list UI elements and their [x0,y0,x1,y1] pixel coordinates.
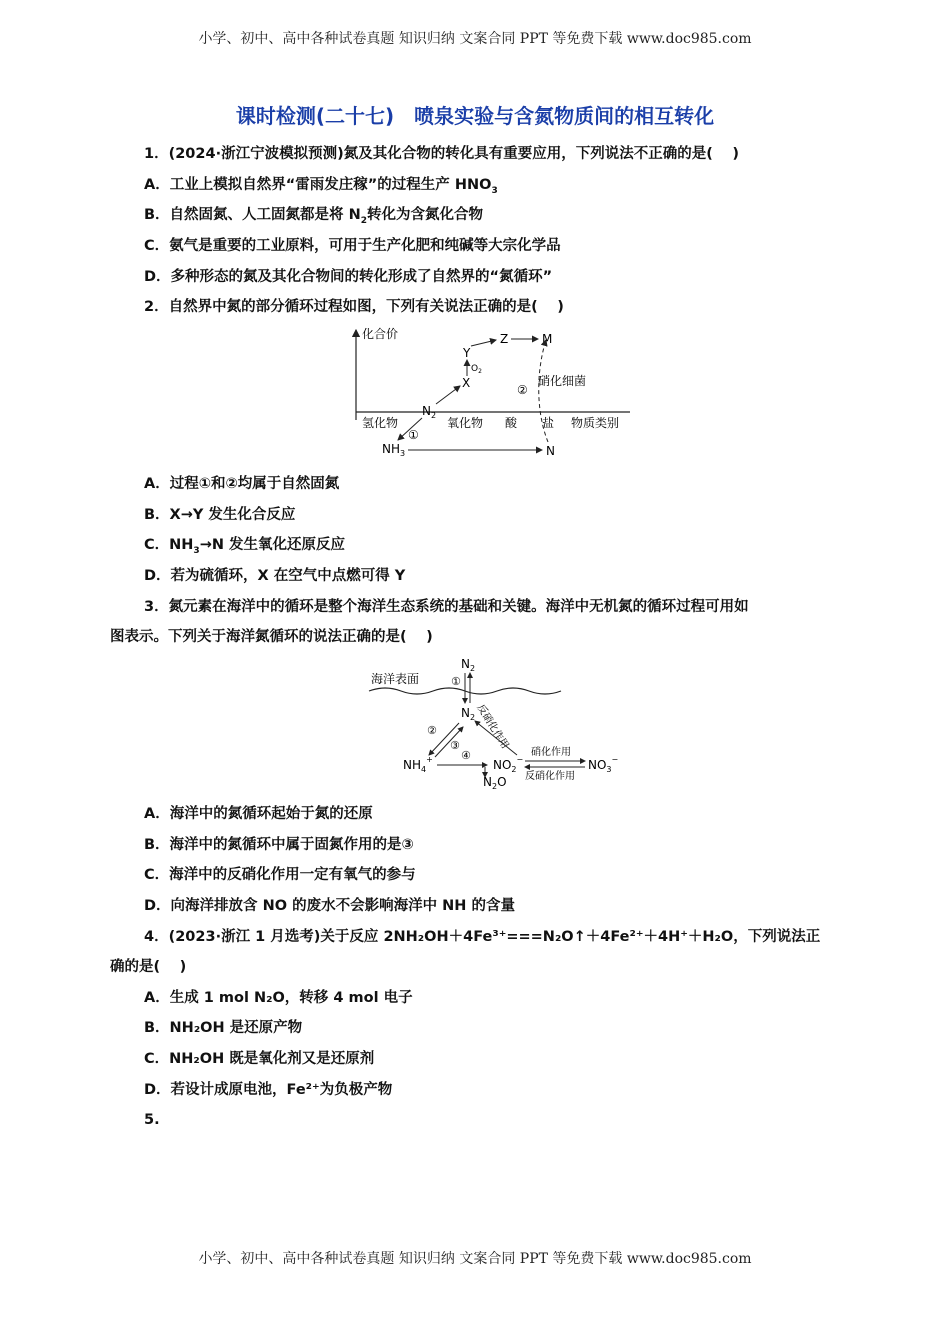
o2-label: $O_2$ [471,364,482,375]
q2-stem: 2．自然界中氮的部分循环过程如图，下列有关说法正确的是( ) [144,299,564,315]
q5-stem: 5. [144,1112,160,1128]
footer-banner: 小学、初中、高中各种试卷真题 知识归纳 文案合同 PPT 等免费下载 www.doc985.com [198,1251,752,1267]
q3-option-a: A．海洋中的氮循环起始于氮的还原 [144,806,373,822]
node-n2-air: $N_2$ [461,657,476,673]
q3-step1-label: ① [451,675,461,688]
q4-stem-line2: 确的是( ) [110,959,187,975]
q4-stem-line1: 4．(2023·浙江 1 月选考)关于反应 2NH₂OH＋4Fe³⁺===N₂O↑＋4Fe²⁺＋4H⁺＋H₂O，下列说法正 [144,929,821,945]
q1-option-a: A．工业上模拟自然界“雷雨发庄稼”的过程生产 $HNO_3$ [144,177,498,196]
node-n2-sea: $N_2$ [461,706,476,722]
q3-step3-label: ③ [450,739,460,752]
q2-option-c: C．$NH_3\to N$ 发生氧化还原反应 [144,537,346,556]
node-no3: $NO_3^-$ [588,755,619,774]
q3-stem-line2: 图表示。下列关于海洋氮循环的说法正确的是( ) [110,629,433,645]
node-y: Y [463,346,471,360]
node-nh4: $NH_4^+$ [403,755,433,774]
category-hydride: 氢化物 [362,416,399,430]
arrow-n2-x [436,386,460,404]
node-n: N [546,444,555,458]
q1-stem: 1．(2024·浙江宁波模拟预测)氮及其化合物的转化具有重要应用，下列说法不正确的是( ) [144,146,740,162]
node-n2: $N_2$ [422,404,437,420]
nitrify-label: 硝化作用 [531,747,571,758]
category-acid: 酸 [505,416,518,430]
x-axis-label: 物质类别 [571,416,620,430]
q3-option-d: D．向海洋排放含 NO 的废水不会影响海洋中 NH 的含量 [144,898,515,914]
denitrify-label-horizontal: 反硝化作用 [525,771,575,782]
q4-option-d: D．若设计成原电池，Fe²⁺为负极产物 [144,1082,393,1098]
q2-nitrogen-cycle-diagram [340,322,640,464]
node-no2: $NO_2^-$ [493,755,524,774]
node-n2o: $N_2O$ [483,775,507,790]
header-banner: 小学、初中、高中各种试卷真题 知识归纳 文案合同 PPT 等免费下载 www.doc985.com [198,31,752,47]
q1-option-d: D．多种形态的氮及其化合物间的转化形成了自然界的“氮循环” [144,269,553,285]
denitrify-label-diagonal: 反硝化作用 [474,702,511,751]
q3-option-b: B．海洋中的氮循环中属于固氮作用的是③ [144,837,414,853]
y-axis-label: 化合价 [362,327,399,341]
category-salt: 盐 [542,416,555,430]
bacteria-label: 硝化细菌 [538,374,587,388]
node-nh3: $NH_3$ [382,442,406,458]
ocean-surface-label: 海洋表面 [371,672,420,686]
q3-ocean-nitrogen-diagram [365,655,625,790]
node-m: M [542,332,553,346]
q3-step2-label: ② [427,724,437,737]
q2-option-d: D．若为硫循环，X 在空气中点燃可得 Y [144,568,406,584]
q4-option-c: C．NH₂OH 既是氧化剂又是还原剂 [144,1051,375,1067]
q2-option-b: B．X→Y 发生化合反应 [144,507,296,523]
arrow-y-z [471,340,496,346]
q4-option-a: A．生成 1 mol N₂O，转移 4 mol 电子 [144,990,413,1006]
step1-label: ① [408,428,419,442]
q4-option-b: B．NH₂OH 是还原产物 [144,1020,303,1036]
category-oxide: 氧化物 [447,416,484,430]
node-z: Z [500,332,509,346]
page-title: 课时检测(二十七) 喷泉实验与含氮物质间的相互转化 [235,104,715,128]
q3-step4-label: ④ [461,749,471,762]
q1-option-b: B．自然固氮、人工固氮都是将 $N_2$转化为含氮化合物 [144,207,483,226]
q1-option-c: C．氨气是重要的工业原料，可用于生产化肥和纯碱等大宗化学品 [144,238,561,254]
q2-option-a: A．过程①和②均属于自然固氮 [144,476,340,492]
q3-option-c: C．海洋中的反硝化作用一定有氧气的参与 [144,867,416,883]
step2-label: ② [517,383,528,397]
q3-stem-line1: 3．氮元素在海洋中的循环是整个海洋生态系统的基础和关键。海洋中无机氮的循环过程可用如 [144,599,749,615]
node-x: X [462,376,471,390]
